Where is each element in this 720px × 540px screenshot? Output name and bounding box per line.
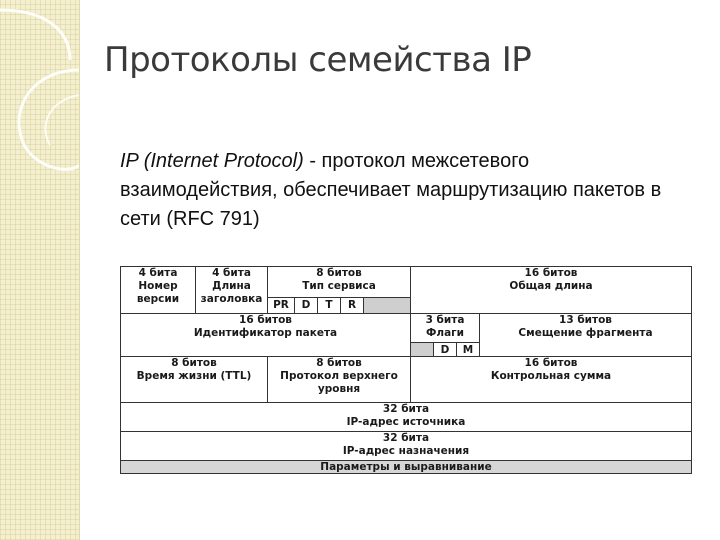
protocol-definition: - протокол межсетевого взаимодействия, обеспечивает маршрутизацию пакетов в сети (RFC 791) <box>120 150 662 230</box>
checksum-field <box>410 356 692 403</box>
protocol-field <box>267 356 411 403</box>
decorative-side-panel <box>0 0 80 540</box>
swirl-ornament-icon <box>0 0 79 540</box>
field-name-line2: заголовка <box>200 293 263 305</box>
field-bits: 8 битов <box>171 357 217 369</box>
field-name: IP-адрес назначения <box>342 445 470 457</box>
options-padding-field <box>120 460 692 474</box>
field-name-line2: версии <box>136 293 180 305</box>
field-name: Параметры и выравнивание <box>320 461 492 473</box>
source-address-field <box>120 402 692 432</box>
field-bits: 16 битов <box>239 314 292 326</box>
version-field <box>120 266 196 314</box>
field-name: Номер <box>138 280 178 292</box>
tos-flag-t: T <box>317 297 341 314</box>
ttl-field <box>120 356 268 403</box>
flag-df: D <box>433 342 457 357</box>
tos-flag-d: D <box>294 297 318 314</box>
field-bits: 16 битов <box>524 267 578 279</box>
field-name: Протокол верхнего <box>280 370 398 382</box>
field-name: Тип сервиса <box>302 280 376 292</box>
flag-mf: M <box>456 342 480 357</box>
field-name: Длина <box>212 280 251 292</box>
field-bits: 16 битов <box>524 357 578 369</box>
field-name: Контрольная сумма <box>490 370 612 382</box>
page-title: Протоколы семейства IP <box>104 40 532 80</box>
field-bits: 8 битов <box>316 357 362 369</box>
ip-header-diagram <box>120 266 692 474</box>
field-name: Флаги <box>425 327 465 339</box>
field-name: Общая длина <box>509 280 593 292</box>
field-bits: 4 бита <box>212 267 251 279</box>
field-bits: 3 бита <box>425 314 465 326</box>
flags-reserved <box>410 342 434 357</box>
field-name: Идентификатор пакета <box>193 327 338 339</box>
protocol-term: IP (Internet Protocol) <box>120 150 304 172</box>
destination-address-field <box>120 431 692 461</box>
fragment-offset-field <box>479 313 692 357</box>
identification-field <box>120 313 411 357</box>
field-name: Время жизни (TTL) <box>136 370 252 382</box>
field-name: Смещение фрагмента <box>518 327 653 339</box>
total-length-field <box>410 266 692 314</box>
header-length-field <box>195 266 268 314</box>
field-bits: 8 битов <box>316 267 362 279</box>
tos-flag-r: R <box>340 297 364 314</box>
protocol-description <box>120 147 680 234</box>
field-name: IP-адрес источника <box>346 416 466 428</box>
field-name-line2: уровня <box>317 383 361 395</box>
tos-flag-pr: PR <box>267 297 295 314</box>
tos-reserved <box>363 297 411 314</box>
field-bits: 32 бита <box>382 432 430 444</box>
field-bits: 32 бита <box>382 403 430 415</box>
field-bits: 13 битов <box>559 314 612 326</box>
field-bits: 4 бита <box>138 267 178 279</box>
